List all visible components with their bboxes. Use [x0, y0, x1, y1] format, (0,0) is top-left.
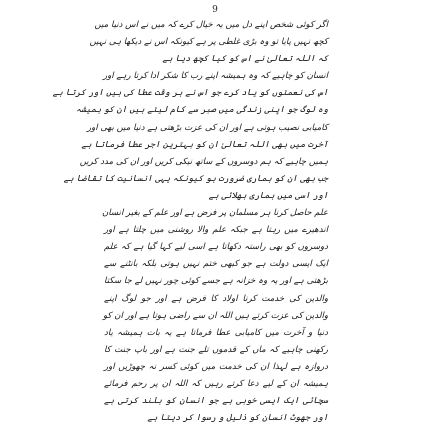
text-line: اس کی نعمتوں کو یاد کرے جو اس نے ہر وقت عطا کی ہیں اور کرتا ہے [52, 88, 328, 99]
text-line: بڑھتی ہے اور یہ وہ خزانہ ہے جسے کوئی چور نہیں لے جا سکتا [104, 276, 328, 287]
text-line: سچائی ایک ایسی خوبی ہے جو انسان کو بلند کرتی ہے [104, 396, 328, 407]
text-line: ہمیں چاہیے کہ ہم دوسروں کے ساتھ نیکی کریں اور ان کی مدد کریں [79, 156, 328, 167]
text-line: ہمیشہ ان کے لیے دعا کرتے رہیں کہ اللہ ان پر رحم فرمائے [104, 378, 328, 389]
text-line: آخرت میں بھی اللہ تعالیٰ ان کو بہترین اجر عطا فرماتا ہے [81, 139, 328, 150]
text-line: انسان کو چاہیے کہ وہ ہمیشہ اپنے رب کا شکر ادا کرتا رہے اور [102, 71, 328, 82]
text-line: وہ لوگ جو اپنی زندگی میں صبر سے کام لیتے ہیں ان کو ہمیشہ [75, 105, 328, 116]
text-line: اور اسی میں ہماری بھلائی ہے [208, 190, 328, 201]
text-line: دوسروں کو بھی راستہ دکھاتا ہے اسی لیے کہا گیا ہے کہ علم [104, 242, 328, 253]
text-line: دنیا و آخرت میں کامیابی عطا فرماتا ہے یہ بات ہمیشہ یاد [104, 327, 328, 338]
text-line: ایک ایسی دولت ہے جو کبھی ختم نہیں ہوتی بلکہ بانٹنے سے [104, 259, 328, 270]
text-line: والدین کی عزت کرتے ہیں اللہ ان سے راضی ہوتا ہے اور ان کو [102, 310, 328, 321]
text-line: جب بھی ان کو ہماری ضرورت ہو کیونکہ یہی انسانیت کا تقاضا ہے [63, 173, 328, 184]
text-line: اور جھوٹ انسان کو ذلیل و رسوا کر دیتا ہے [147, 413, 328, 424]
text-line: کہ اللہ تعالیٰ نے اس کو کیا کچھ دیا ہے [162, 54, 328, 65]
text-line: دروازہ ہے لہذا ان کی خدمت میں کوئی کسر نہ چھوڑیں اور [104, 361, 328, 372]
text-line: علم حاصل کرنا ہر مسلمان پر فرض ہے اور علم کے بغیر انسان [101, 208, 328, 219]
page-number: 9 [212, 5, 218, 15]
text-line: اگر کوئی شخص اپنے دل میں یہ خیال کرے کہ میں نے اس دنیا میں [94, 20, 328, 30]
text-line: اندھیرے میں رہتا ہے جبکہ علم والا روشنی میں چلتا ہے اور [104, 225, 328, 236]
text-line: کامیابی نصیب ہوتی ہے اور ان کی عزت بڑھتی ہے دنیا میں بھی اور [86, 122, 328, 133]
urdu-text-block [52, 17, 328, 427]
text-line: والدین کی خدمت کرنا اولاد کا فرض ہے اور جو لوگ اپنے [104, 293, 328, 304]
text-line: رکھنی چاہیے کہ ماں کے قدموں تلے جنت ہے اور باپ جنت کا [104, 344, 328, 355]
text-line: کچھ نہیں پایا تو وہ بڑی غلطی پر ہے کیونکہ اس نے دیکھا ہی نہیں [89, 37, 328, 48]
